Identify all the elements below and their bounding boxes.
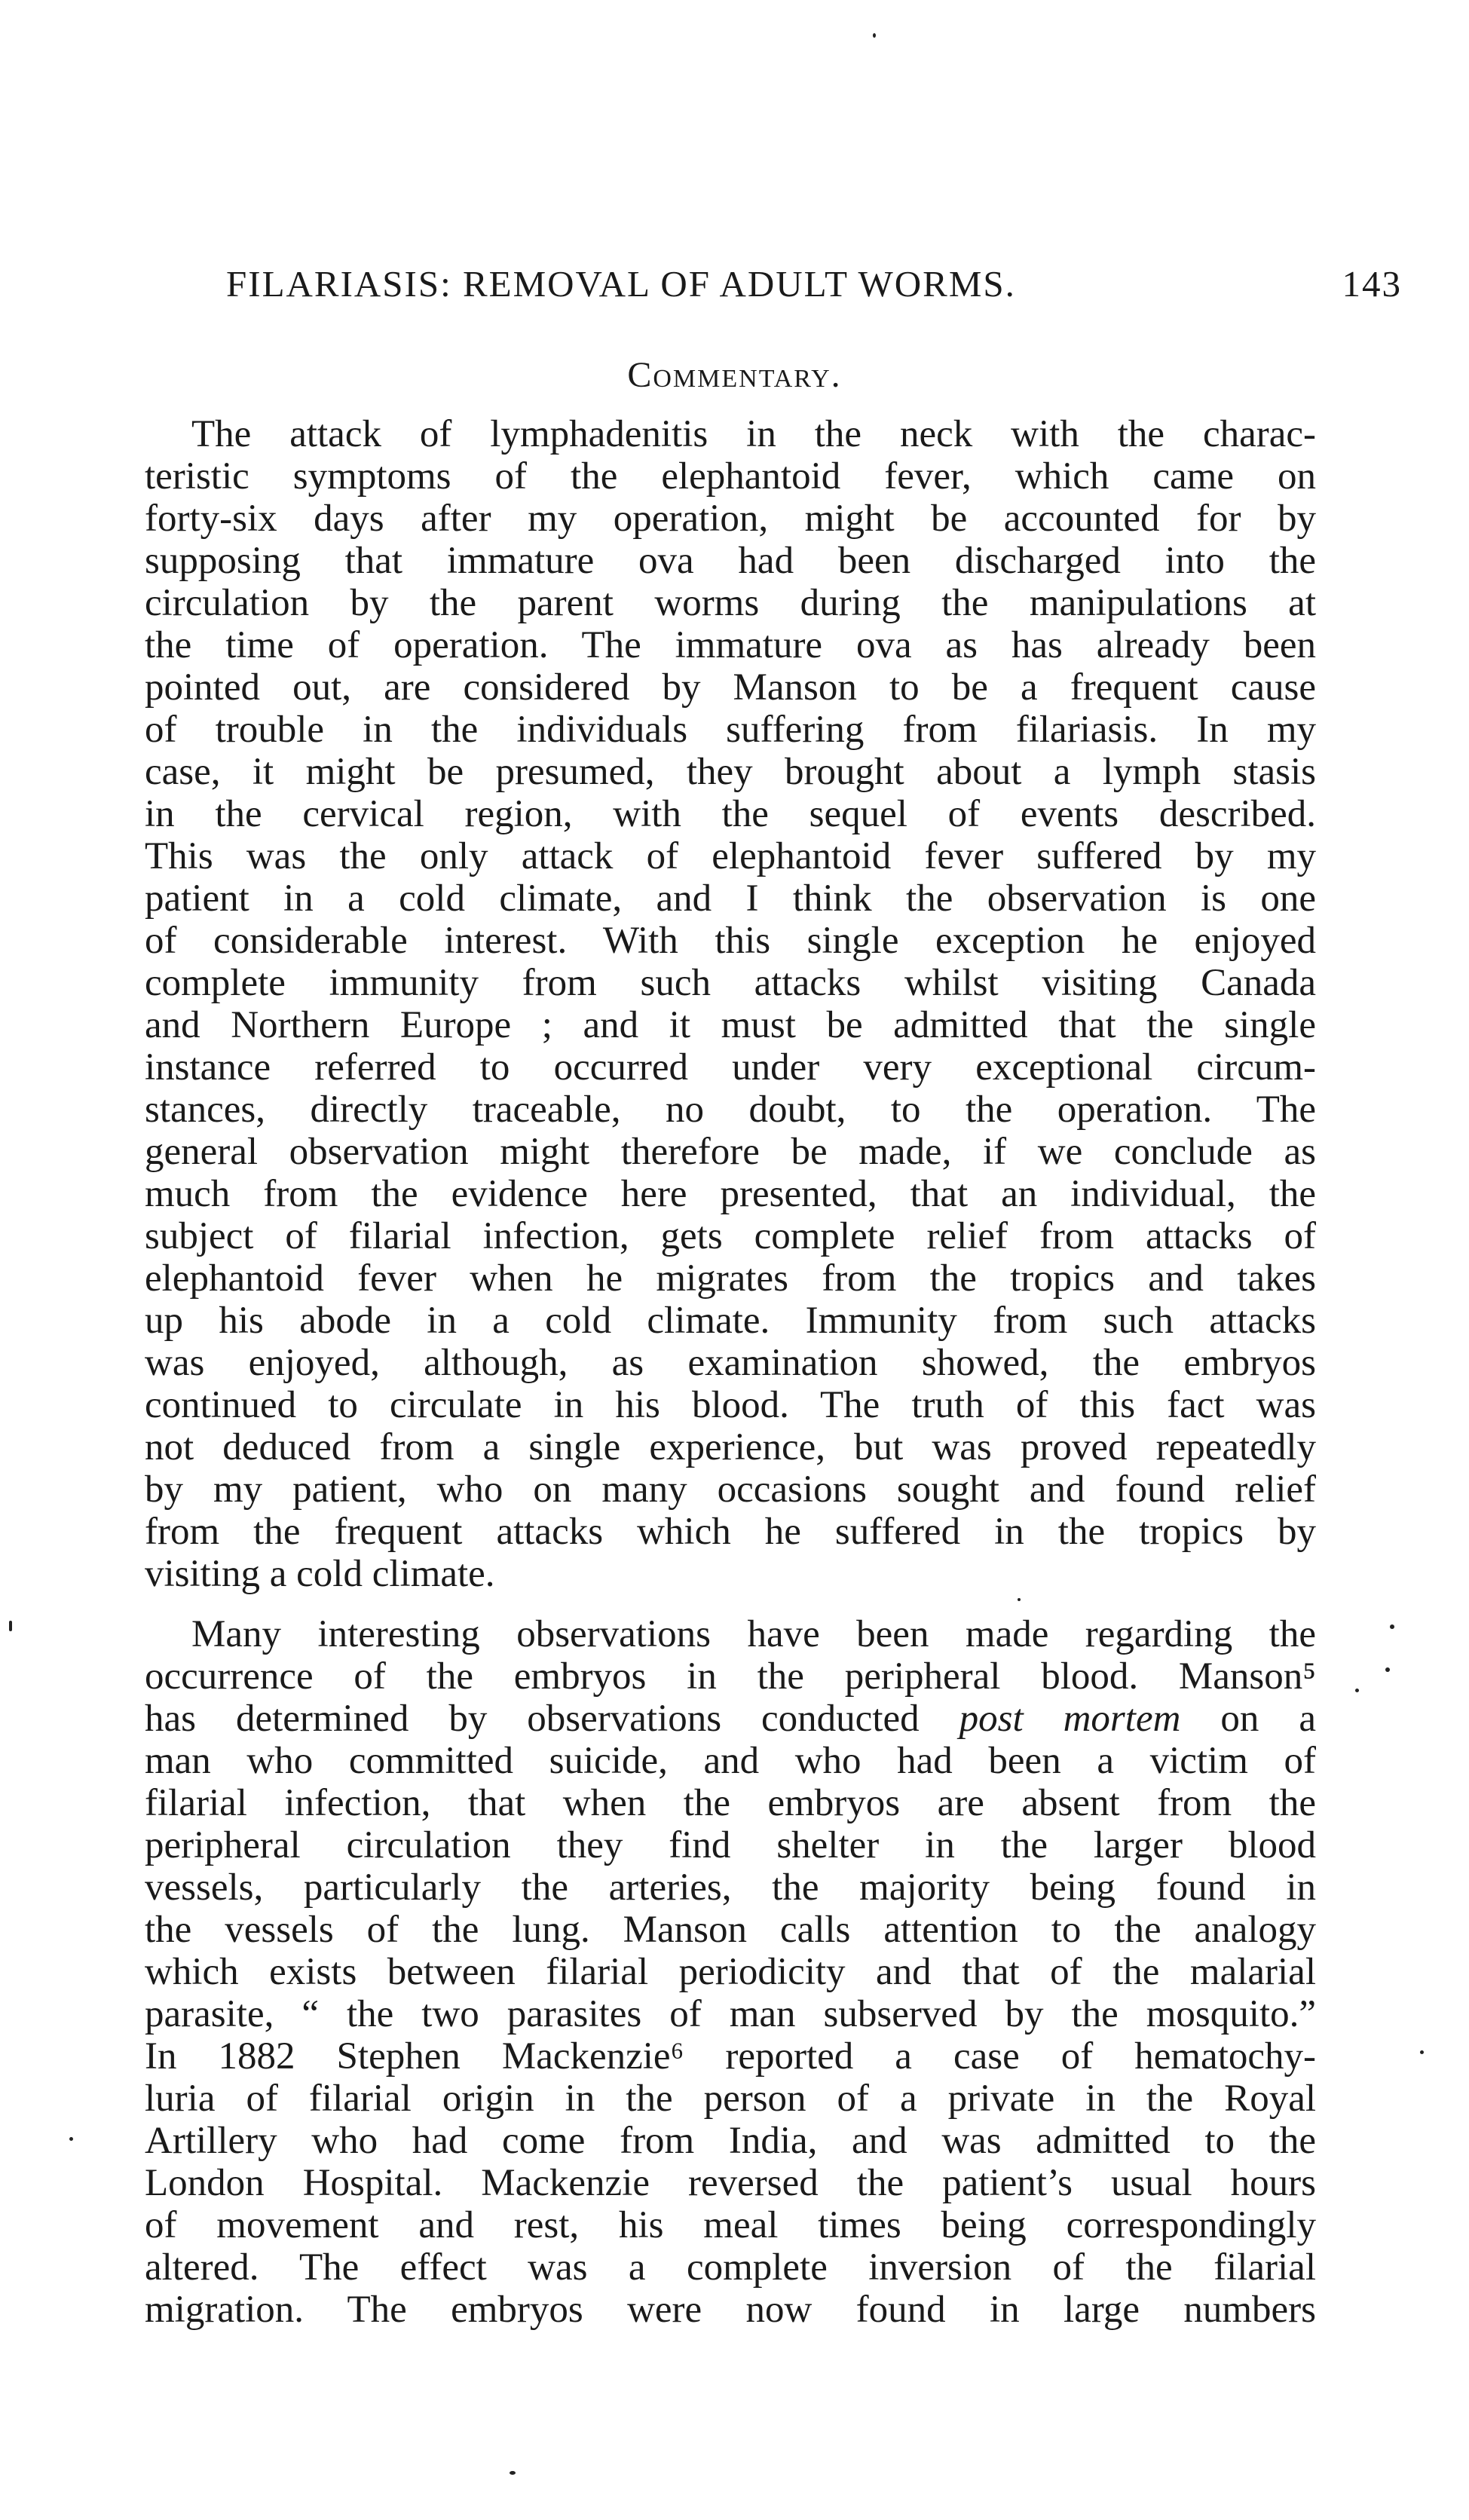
text-line: migration. The embryos were now found in large numbers	[145, 2289, 1316, 2331]
scan-speck	[1385, 1667, 1390, 1672]
text-line: man who committed suicide, and who had been a victim of	[145, 1740, 1316, 1782]
scan-speck	[1390, 1624, 1394, 1629]
text-line: from the frequent attacks which he suffered in the tropics by	[145, 1511, 1316, 1553]
text-line: elephantoid fever when he migrates from the tropics and takes	[145, 1257, 1316, 1300]
scan-speck	[69, 2137, 73, 2141]
scan-speck	[1018, 1598, 1021, 1601]
text-line: the vessels of the lung. Manson calls attention to the analogy	[145, 1909, 1316, 1951]
text-line: In 1882 Stephen Mackenzie⁶ reported a case of hematochy-	[145, 2035, 1316, 2078]
text-line: Many interesting observations have been made regarding the	[191, 1613, 1316, 1655]
text-line: filarial infection, that when the embryos are absent from the	[145, 1782, 1316, 1824]
text-line: pointed out, are considered by Manson to be a frequent cause	[145, 666, 1316, 709]
italic-phrase: post mortem	[959, 1698, 1181, 1740]
text-line: patient in a cold climate, and I think the observation is one	[145, 877, 1316, 920]
page-number: 143	[1342, 263, 1402, 305]
text-line: Artillery who had come from India, and was admitted to the	[145, 2120, 1316, 2162]
text-line: subject of filarial infection, gets complete relief from attacks of	[145, 1215, 1316, 1257]
paragraph-1	[145, 413, 1316, 1595]
text-line: not deduced from a single experience, but was proved repeatedly	[145, 1426, 1316, 1468]
text-line: complete immunity from such attacks whilst visiting Canada	[145, 962, 1316, 1004]
running-head-title: FILARIASIS: REMOVAL OF ADULT WORMS.	[226, 263, 1016, 305]
text-line: up his abode in a cold climate. Immunity from such attacks	[145, 1300, 1316, 1342]
paragraph-2	[145, 1613, 1316, 2331]
text-line: stances, directly traceable, no doubt, to the operation. The	[145, 1089, 1316, 1131]
text-line: The attack of lymphadenitis in the neck with the charac-	[191, 413, 1316, 455]
text-line	[145, 1698, 1316, 1740]
text-line: the time of operation. The immature ova as has already been	[145, 624, 1316, 666]
text-line: much from the evidence here presented, that an individual, the	[145, 1173, 1316, 1215]
text-line: circulation by the parent worms during the manipulations at	[145, 582, 1316, 624]
text-line: parasite, “ the two parasites of man subserved by the mosquito.”	[145, 1993, 1316, 2035]
text-line: altered. The effect was a complete inversion of the filarial	[145, 2246, 1316, 2289]
text-line: of considerable interest. With this single exception he enjoyed	[145, 920, 1316, 962]
text-line: forty-six days after my operation, might be accounted for by	[145, 498, 1316, 540]
text-line: general observation might therefore be made, if we conclude as	[145, 1131, 1316, 1173]
text-line: by my patient, who on many occasions sought and found relief	[145, 1468, 1316, 1511]
text-line: in the cervical region, with the sequel of events described.	[145, 793, 1316, 835]
text-line: which exists between filarial periodicity and that of the malarial	[145, 1951, 1316, 1993]
text-run: has determined by observations conducted	[145, 1698, 959, 1740]
text-line: case, it might be presumed, they brought about a lymph stasis	[145, 751, 1316, 793]
text-line: was enjoyed, although, as examination showed, the embryos	[145, 1342, 1316, 1384]
paragraph-gap	[145, 1595, 1316, 1613]
text-line: peripheral circulation they find shelter in the larger blood	[145, 1824, 1316, 1866]
scan-speck	[510, 2471, 516, 2475]
text-line: visiting a cold climate.	[145, 1553, 495, 1595]
text-line: luria of filarial origin in the person of a private in the Royal	[145, 2078, 1316, 2120]
text-line: continued to circulate in his blood. The truth of this fact was	[145, 1384, 1316, 1426]
scan-speck	[1420, 2050, 1424, 2054]
scan-speck	[873, 33, 876, 38]
text-line: This was the only attack of elephantoid fever suffered by my	[145, 835, 1316, 877]
text-line: and Northern Europe ; and it must be admitted that the single	[145, 1004, 1316, 1046]
text-line: supposing that immature ova had been discharged into the	[145, 540, 1316, 582]
scan-speck	[9, 1621, 12, 1631]
text-line: teristic symptoms of the elephantoid fever, which came on	[145, 455, 1316, 498]
text-line: of trouble in the individuals suffering from filariasis. In my	[145, 709, 1316, 751]
text-line: occurrence of the embryos in the peripheral blood. Manson⁵	[145, 1655, 1316, 1698]
text-line: instance referred to occurred under very exceptional circum-	[145, 1046, 1316, 1089]
running-head	[226, 262, 1402, 308]
scan-speck	[1355, 1689, 1359, 1692]
text-line: London Hospital. Mackenzie reversed the patient’s usual hours	[145, 2162, 1316, 2204]
text-line: vessels, particularly the arteries, the majority being found in	[145, 1866, 1316, 1909]
body-text	[145, 413, 1316, 2331]
section-heading: Commentary.	[627, 355, 842, 395]
text-line: of movement and rest, his meal times being correspondingly	[145, 2204, 1316, 2246]
text-run: on a	[1180, 1698, 1316, 1740]
